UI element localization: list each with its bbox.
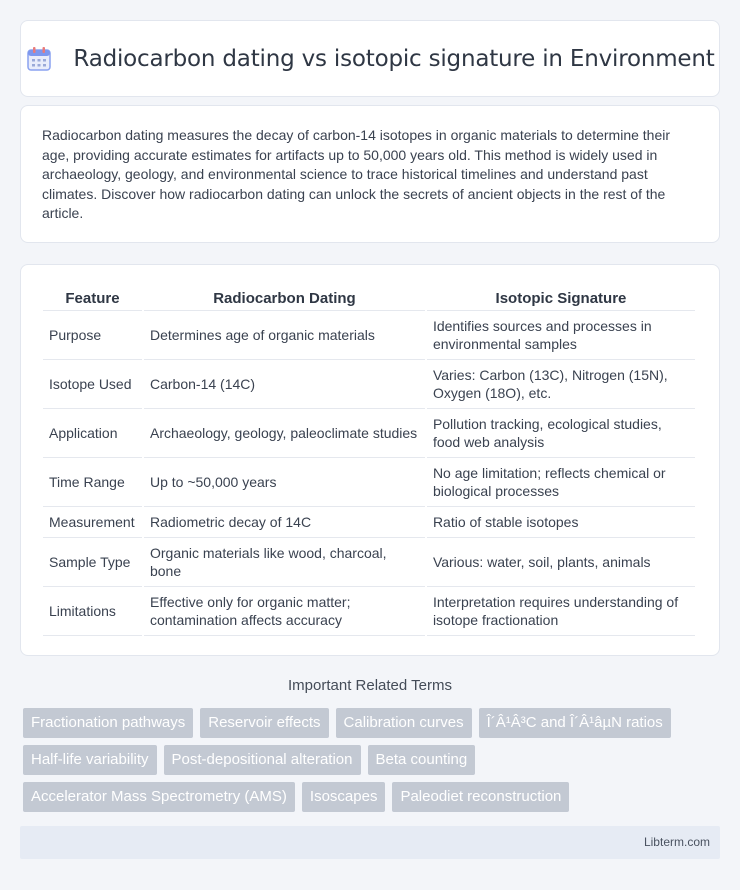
footer	[20, 826, 720, 859]
table-cell: Ratio of stable isotopes	[427, 507, 695, 538]
table-row	[43, 538, 695, 587]
comparison-table	[41, 283, 697, 636]
tag-row	[23, 782, 723, 812]
column-header: Isotopic Signature	[427, 283, 695, 311]
table-header-row	[43, 283, 695, 311]
tag-post-depositional-alteration[interactable]: Post-depositional alteration	[164, 745, 361, 775]
tag-half-life-variability[interactable]: Half-life variability	[23, 745, 157, 775]
tag-calibration-curves[interactable]: Calibration curves	[336, 708, 472, 738]
table-cell: Carbon-14 (14C)	[144, 360, 425, 409]
calendar-icon	[25, 45, 53, 73]
table-cell: Pollution tracking, ecological studies, food web analysis	[427, 409, 695, 458]
table-row	[43, 360, 695, 409]
table-cell: Effective only for organic matter; contamination affects accuracy	[144, 587, 425, 636]
table-cell: Archaeology, geology, paleoclimate studies	[144, 409, 425, 458]
table-row	[43, 311, 695, 360]
footer-site-link[interactable]: Libterm.com	[643, 835, 710, 849]
tag-fractionation-pathways[interactable]: Fractionation pathways	[23, 708, 193, 738]
page-title: Radiocarbon dating vs isotopic signature in Environment	[73, 45, 715, 72]
tag-reservoir-effects[interactable]: Reservoir effects	[200, 708, 328, 738]
tag-row	[23, 745, 723, 775]
table-row	[43, 507, 695, 538]
intro-text: Radiocarbon dating measures the decay of carbon-14 isotopes in organic materials to determine their age, providing accurate estimates for artifacts up to 50,000 years old. This method is widely used in archaeology, geology, and environmental science to trace historical timelines and understand past climates. Discover how radiocarbon dating can unlock the secrets of ancient objects in the rest of the article.	[42, 127, 671, 222]
table-cell: Identifies sources and processes in environmental samples	[427, 311, 695, 360]
tag-isotope-ratios[interactable]: Î´Â¹Â³C and Î´Â¹âµN ratios	[479, 708, 671, 738]
intro-card	[20, 105, 720, 243]
table-cell: Purpose	[43, 311, 142, 360]
table-cell: Limitations	[43, 587, 142, 636]
tag-paleodiet-reconstruction[interactable]: Paleodiet reconstruction	[392, 782, 569, 812]
table-cell: Various: water, soil, plants, animals	[427, 538, 695, 587]
table-cell: Up to ~50,000 years	[144, 458, 425, 507]
table-cell: Radiometric decay of 14C	[144, 507, 425, 538]
table-row	[43, 458, 695, 507]
table-cell: Application	[43, 409, 142, 458]
table-row	[43, 409, 695, 458]
tag-isoscapes[interactable]: Isoscapes	[302, 782, 386, 812]
tag-row	[23, 708, 723, 738]
column-header: Feature	[43, 283, 142, 311]
related-terms-title: Important Related Terms	[288, 677, 452, 694]
table-cell: Varies: Carbon (13C), Nitrogen (15N), Oxygen (18O), etc.	[427, 360, 695, 409]
related-terms-list	[23, 708, 723, 819]
table-cell: Isotope Used	[43, 360, 142, 409]
table-cell: Determines age of organic materials	[144, 311, 425, 360]
column-header: Radiocarbon Dating	[144, 283, 425, 311]
table-cell: Time Range	[43, 458, 142, 507]
table-cell: Sample Type	[43, 538, 142, 587]
table-cell: Interpretation requires understanding of isotope fractionation	[427, 587, 695, 636]
table-cell: No age limitation; reflects chemical or biological processes	[427, 458, 695, 507]
comparison-card	[20, 264, 720, 656]
table-cell: Organic materials like wood, charcoal, bone	[144, 538, 425, 587]
table-row	[43, 587, 695, 636]
header-card	[20, 20, 720, 97]
tag-beta-counting[interactable]: Beta counting	[368, 745, 476, 775]
table-cell: Measurement	[43, 507, 142, 538]
tag-ams[interactable]: Accelerator Mass Spectrometry (AMS)	[23, 782, 295, 812]
